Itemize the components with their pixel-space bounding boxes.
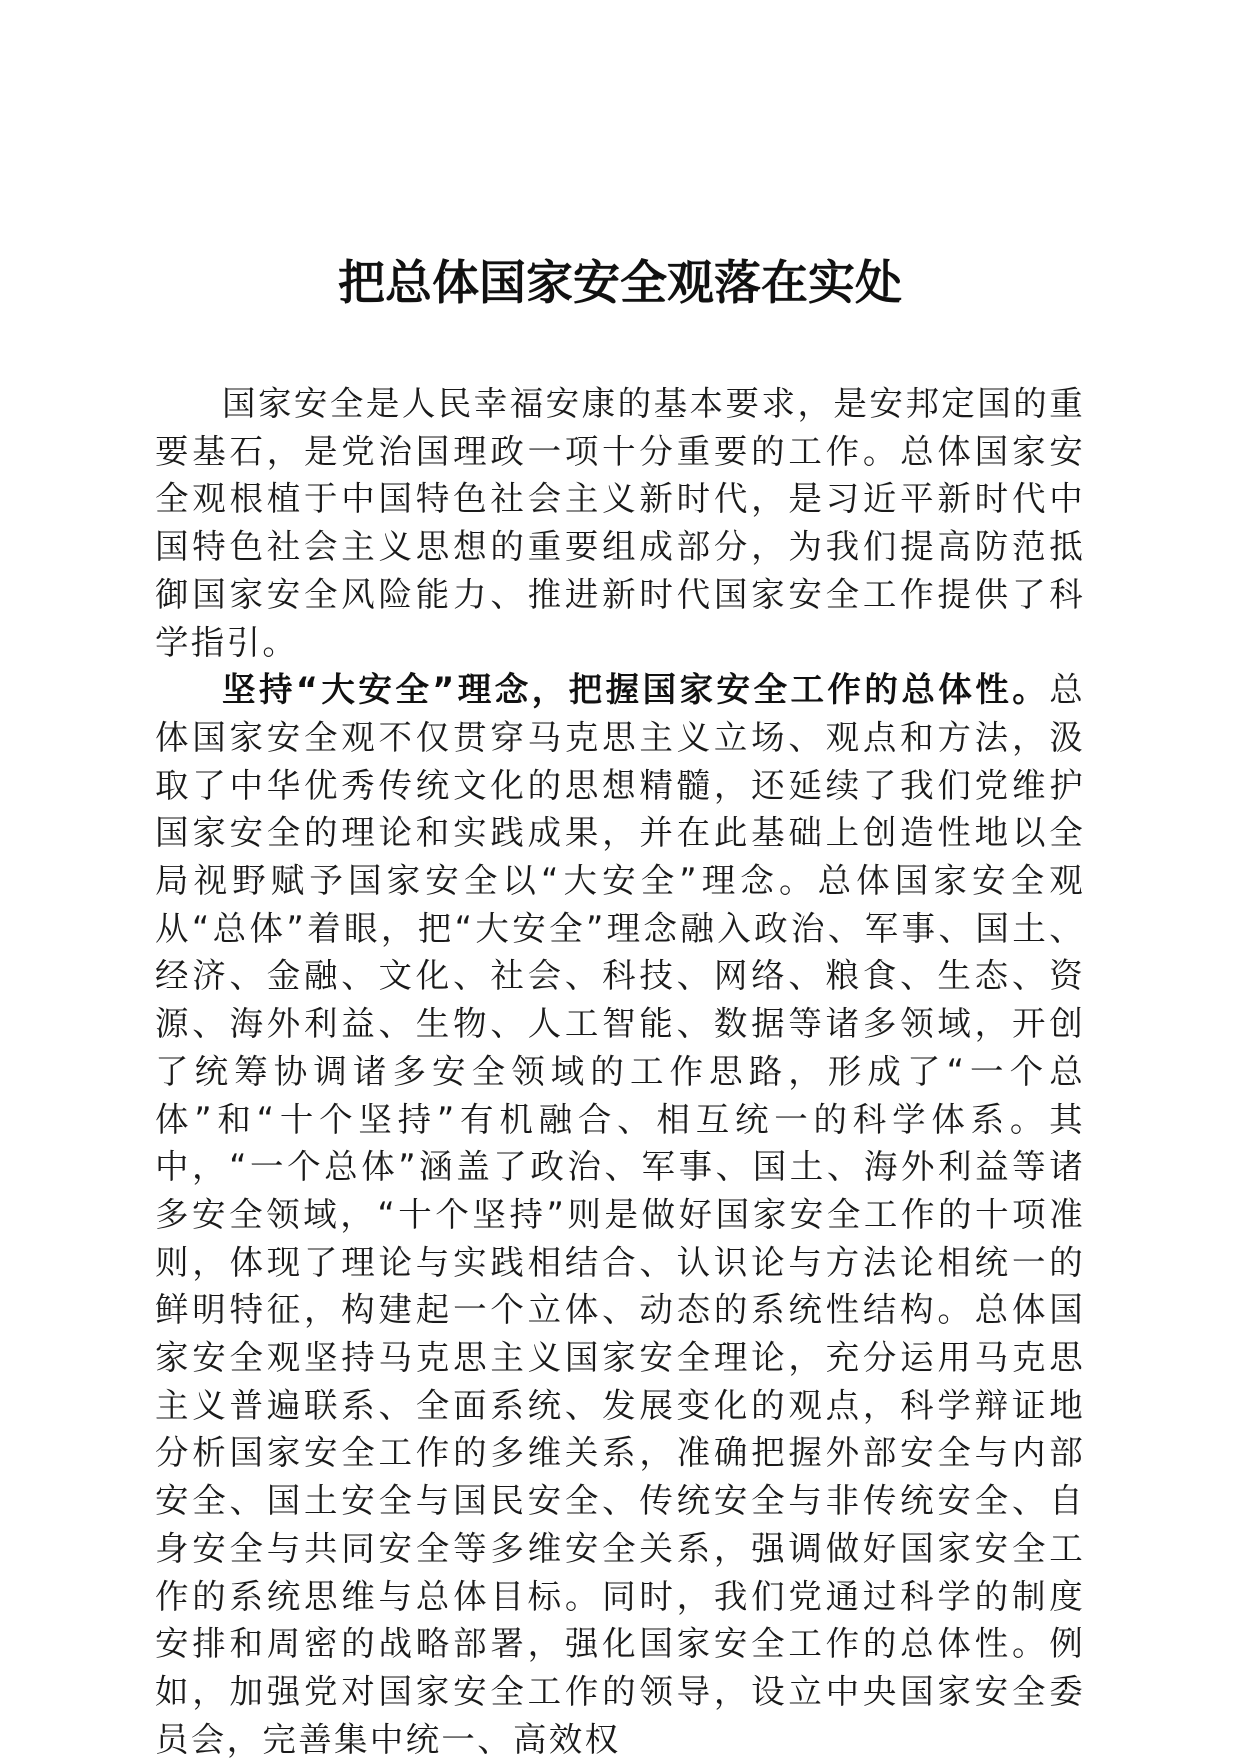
document-body — [155, 380, 1085, 1763]
paragraph-text: 国家安全是人民幸福安康的基本要求，是安邦定国的重要基石，是党治国理政一项十分重要的工作。总体国家安全观根植于中国特色社会主义新时代，是习近平新时代中国特色社会主义思想的重要组成部分，为我们提高防范抵御国家安全风险能力、推进新时代国家安全工作提供了科学指引。 — [155, 384, 1085, 662]
paragraph-intro — [155, 380, 1085, 666]
paragraph-text: 总体国家安全观不仅贯穿马克思主义立场、观点和方法，汲取了中华优秀传统文化的思想精髓，还延续了我们党维护国家安全的理论和实践成果，并在此基础上创造性地以全局视野赋予国家安全以“大安全”理念。总体国家安全观从“总体”着眼，把“大安全”理念融入政治、军事、国土、经济、金融、文化、社会、科技、网络、粮食、生态、资源、海外利益、生物、人工智能、数据等诸多领域，开创了统筹协调诸多安全领域的工作思路，形成了“一个总体”和“十个坚持”有机融合、相互统一的科学体系。其中，“一个总体”涵盖了政治、军事、国土、海外利益等诸多安全领域，“十个坚持”则是做好国家安全工作的十项准则，体现了理论与实践相结合、认识论与方法论相统一的鲜明特征，构建起一个立体、动态的系统性结构。总体国家安全观坚持马克思主义国家安全理论，充分运用马克思主义普遍联系、全面系统、发展变化的观点，科学辩证地分析国家安全工作的多维关系，准确把握外部安全与内部安全、国土安全与国民安全、传统安全与非传统安全、自身安全与共同安全等多维安全关系，强调做好国家安全工作的系统思维与总体目标。同时，我们党通过科学的制度安排和周密的战略部署，强化国家安全工作的总体性。例如，加强党对国家安全工作的领导，设立中央国家安全委员会，完善集中统一、高效权 — [155, 670, 1085, 1759]
paragraph-lead-heading: 坚持“大安全”理念，把握国家安全工作的总体性。 — [222, 670, 1050, 710]
paragraph-big-security — [155, 666, 1085, 1763]
document-title: 把总体国家安全观落在实处 — [338, 256, 902, 311]
